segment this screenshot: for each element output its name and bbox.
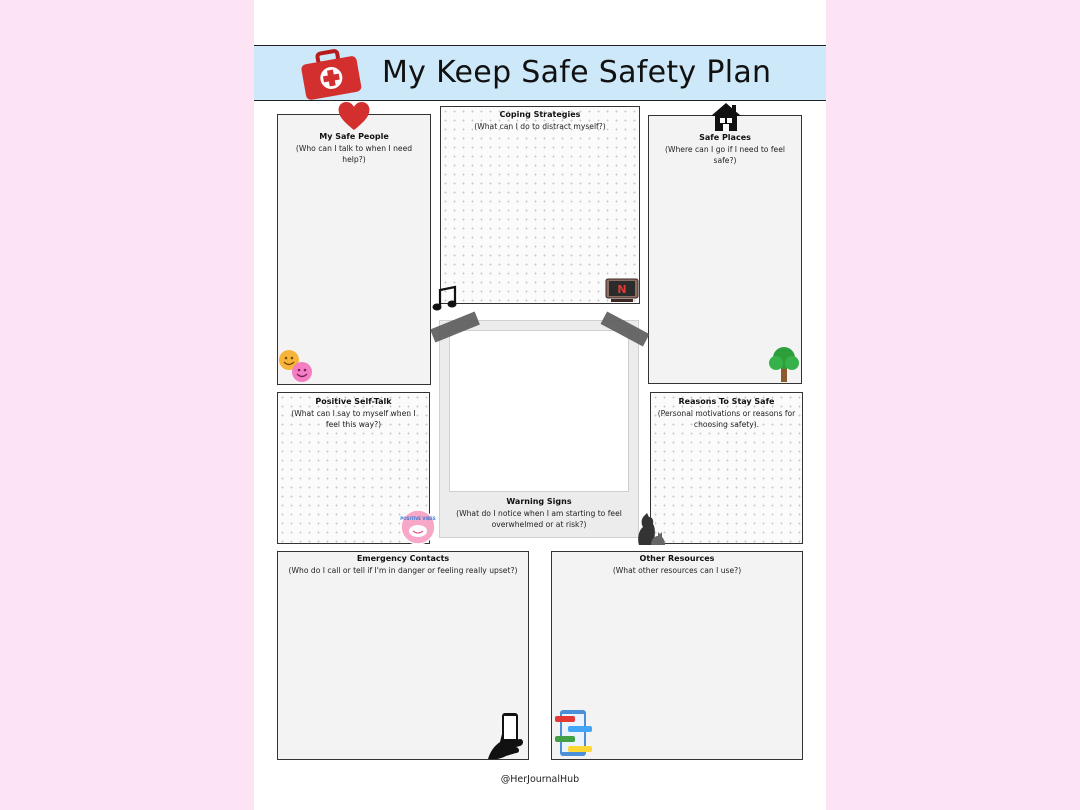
other-resources-subtitle: (What other resources can I use?)	[612, 566, 742, 575]
warning-signs-polaroid[interactable]	[439, 320, 639, 538]
house-icon	[710, 101, 742, 133]
planner-page	[254, 0, 826, 810]
safe-people-title: My Safe People	[319, 132, 389, 141]
positive-vibes-sticker-icon	[400, 509, 436, 545]
safe-people-box[interactable]	[277, 114, 431, 385]
other-resources-title: Other Resources	[639, 554, 715, 563]
first-aid-kit-icon	[299, 48, 363, 100]
smiley-icon	[278, 349, 314, 383]
emergency-contacts-title: Emergency Contacts	[356, 554, 450, 563]
reasons-to-stay-safe-box[interactable]	[650, 392, 803, 544]
warning-signs-title: Warning Signs	[506, 497, 572, 506]
footer-handle: @HerJournalHub	[500, 774, 580, 785]
reasons-title: Reasons To Stay Safe	[678, 397, 775, 406]
safe-places-subtitle: (Where can I go if I need to feel safe?)	[665, 145, 785, 165]
page-title: My Keep Safe Safety Plan	[382, 55, 772, 90]
positive-vibes-text: POSITIVE VIBES	[400, 516, 436, 521]
page-header	[254, 45, 826, 101]
positive-self-talk-subtitle: (What can I say to myself when I feel this way?)	[291, 409, 416, 429]
coping-strategies-box[interactable]	[440, 106, 640, 304]
positive-self-talk-title: Positive Self-Talk	[315, 397, 392, 406]
safe-places-box[interactable]	[648, 115, 802, 384]
coping-strategies-title: Coping Strategies	[499, 110, 581, 119]
photo-frame[interactable]	[449, 330, 629, 492]
safe-places-title: Safe Places	[699, 133, 751, 142]
tree-icon	[766, 345, 802, 383]
tv-icon	[605, 278, 639, 304]
chat-bubbles-icon	[554, 708, 594, 758]
reasons-subtitle: (Personal motivations or reasons for choosing safety).	[657, 409, 796, 429]
emergency-contacts-subtitle: (Who do I call or tell if I'm in danger or feeling really upset?)	[288, 566, 518, 575]
tv-logo-letter: N	[617, 283, 627, 296]
warning-signs-subtitle: (What do I notice when I am starting to feel overwhelmed or at risk?)	[456, 509, 622, 529]
phone-hand-icon	[486, 712, 530, 760]
heart-icon	[338, 102, 370, 131]
music-note-icon	[432, 285, 458, 313]
dog-cat-icon	[631, 510, 667, 546]
safe-people-subtitle: (Who can I talk to when I need help?)	[295, 144, 413, 164]
coping-strategies-subtitle: (What can I do to distract myself?)	[474, 122, 606, 131]
